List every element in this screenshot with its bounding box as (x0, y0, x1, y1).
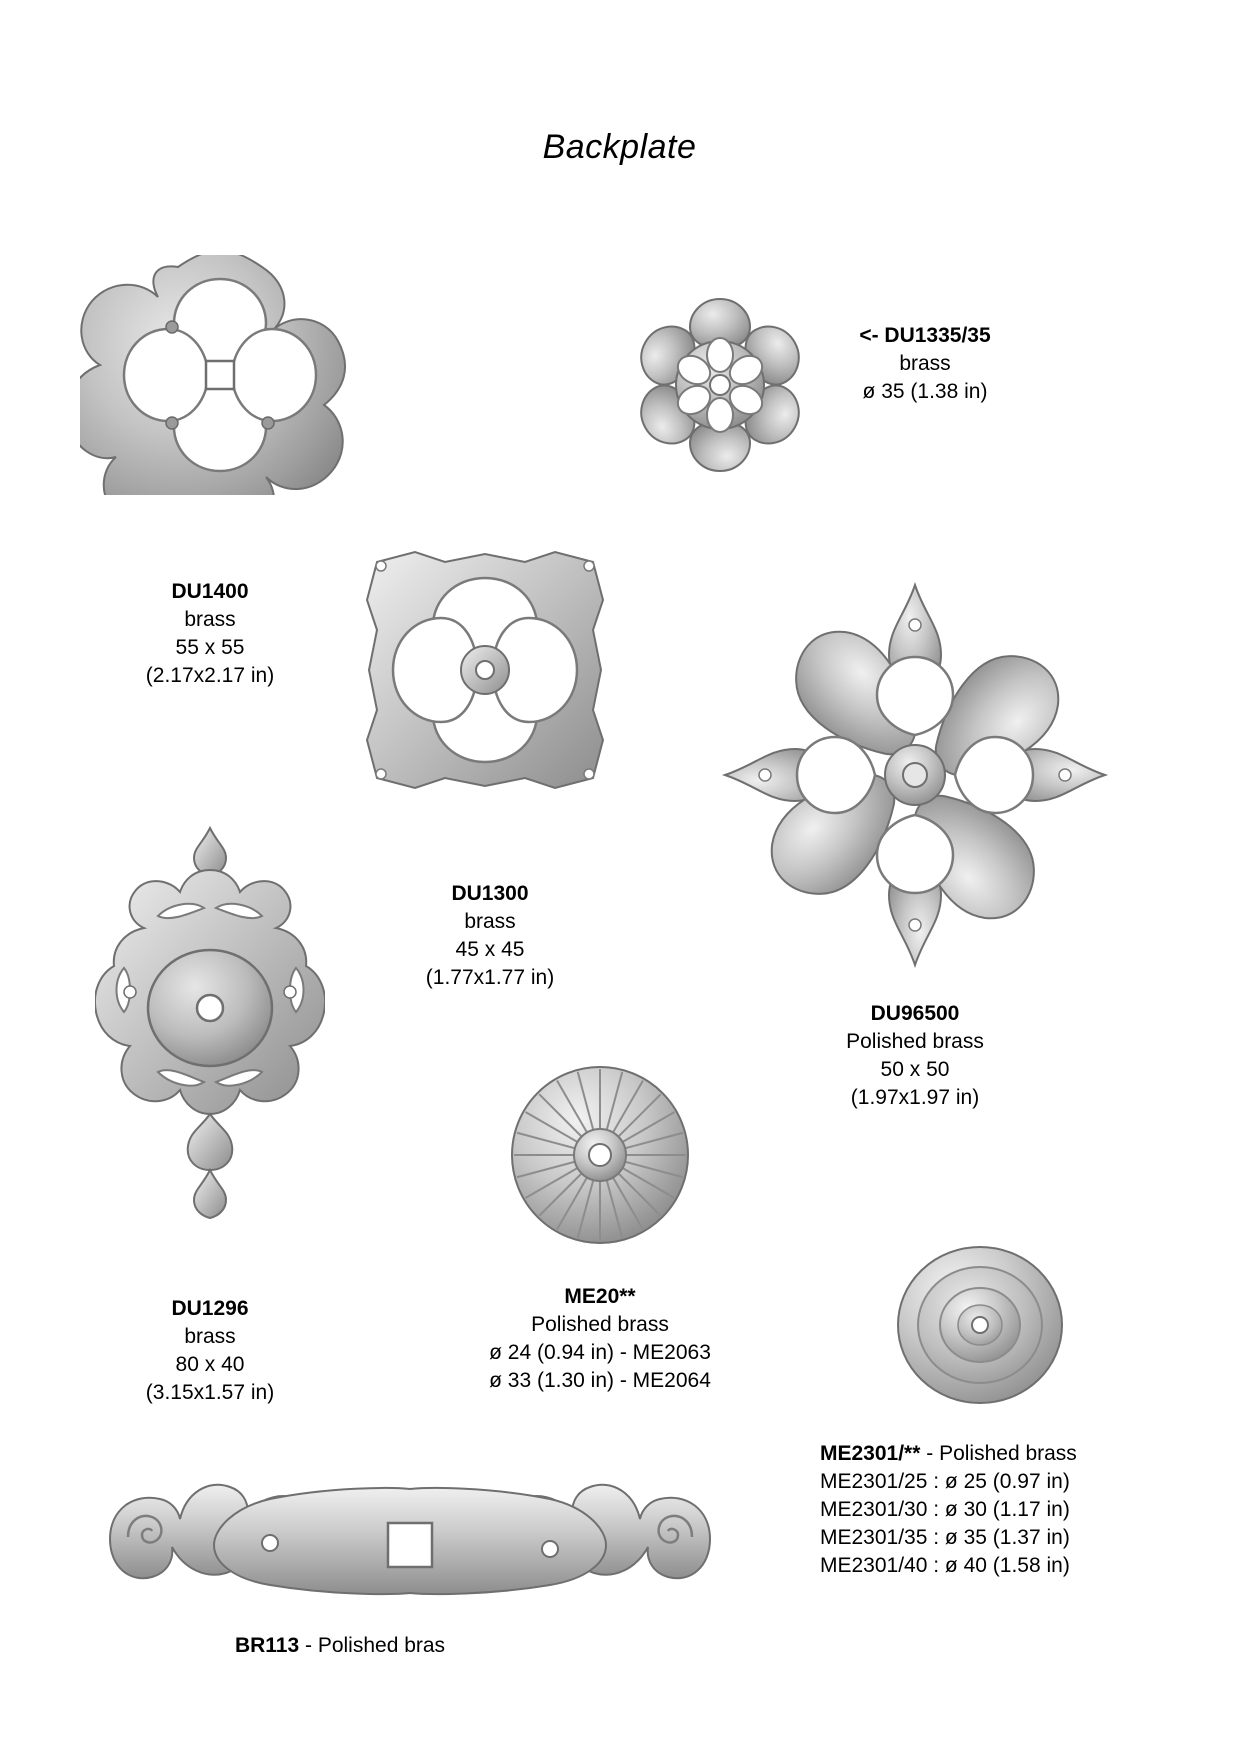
product-image-me20 (500, 1055, 700, 1255)
caption-variant-2: ø 33 (1.30 in) - ME2064 (489, 1369, 711, 1392)
caption-size-in: (2.17x2.17 in) (145, 664, 275, 687)
caption-du1296 (60, 1295, 360, 1407)
caption-material: Polished brass (846, 1030, 984, 1053)
caption-me2301 (820, 1440, 1220, 1580)
product-image-br113 (60, 1455, 760, 1635)
caption-code: DU1296 (171, 1297, 249, 1320)
caption-code: BR113 (234, 1634, 300, 1657)
caption-size: ø 35 (1.38 in) (862, 380, 988, 403)
caption-material: brass (464, 910, 516, 933)
caption-variant-1: ME2301/25 : ø 25 (0.97 in) (820, 1470, 1070, 1493)
caption-du1335 (760, 322, 1090, 406)
page-title: Backplate (542, 128, 697, 166)
caption-title (140, 1632, 540, 1660)
caption-du96500 (770, 1000, 1060, 1112)
caption-material: - Polished bras (299, 1634, 446, 1657)
caption-variant-3: ME2301/35 : ø 35 (1.37 in) (820, 1526, 1070, 1549)
caption-code: <- DU1335/35 (859, 324, 991, 347)
product-image-me2301 (880, 1235, 1080, 1415)
caption-br113 (140, 1632, 540, 1660)
product-image-du1400 (80, 255, 360, 495)
caption-size-in: (3.15x1.57 in) (145, 1381, 275, 1404)
caption-size-mm: 50 x 50 (880, 1058, 950, 1081)
caption-material: brass (184, 608, 236, 631)
caption-material: - Polished brass (920, 1442, 1077, 1465)
caption-variant-1: ø 24 (0.94 in) - ME2063 (489, 1341, 711, 1364)
caption-variant-4: ME2301/40 : ø 40 (1.58 in) (820, 1554, 1070, 1577)
caption-size-mm: 80 x 40 (175, 1353, 245, 1376)
caption-material: brass (184, 1325, 236, 1348)
caption-code: ME2301/** (820, 1442, 921, 1465)
caption-variant-2: ME2301/30 : ø 30 (1.17 in) (820, 1498, 1070, 1521)
caption-size-in: (1.97x1.97 in) (850, 1086, 980, 1109)
product-image-du1296 (95, 820, 325, 1220)
caption-title (820, 1440, 1220, 1468)
concentric-round-rosette-icon (880, 1235, 1080, 1415)
caption-code: DU96500 (870, 1002, 960, 1025)
four-point-star-floral-icon (700, 575, 1130, 975)
caption-size-mm: 45 x 45 (455, 938, 525, 961)
fluted-round-rosette-icon (500, 1055, 700, 1255)
quatrefoil-icon (80, 255, 360, 495)
caption-material: Polished brass (531, 1313, 669, 1336)
caption-du1400 (60, 578, 360, 690)
horizontal-scroll-plate-icon (60, 1455, 760, 1635)
caption-size-mm: 55 x 55 (175, 636, 245, 659)
caption-me20 (445, 1283, 755, 1395)
caption-du1300 (350, 880, 630, 992)
product-image-du96500 (700, 575, 1130, 975)
vertical-ornate-plate-icon (95, 820, 325, 1220)
caption-material: brass (899, 352, 951, 375)
caption-code: DU1300 (451, 882, 529, 905)
caption-code: DU1400 (171, 580, 249, 603)
square-floral-plate-icon (355, 540, 615, 800)
caption-size-in: (1.77x1.77 in) (425, 966, 555, 989)
caption-code: ME20** (564, 1285, 636, 1308)
product-image-du1300 (355, 540, 615, 800)
